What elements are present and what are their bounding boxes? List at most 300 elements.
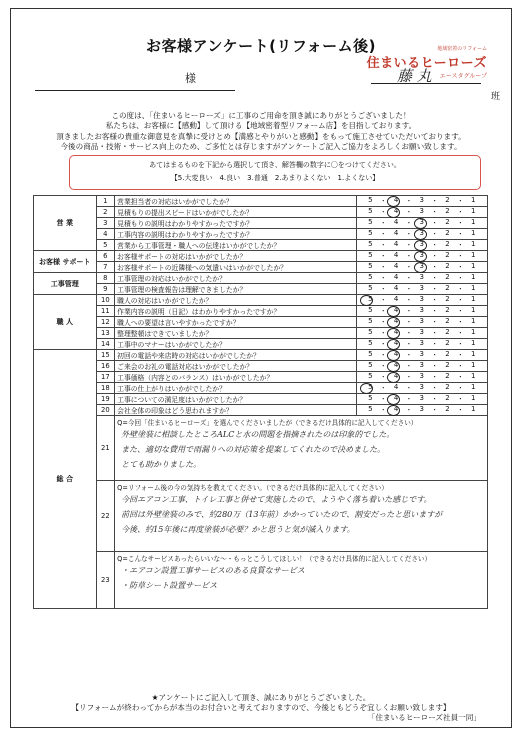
question-row	[34, 196, 488, 207]
rating-scale[interactable]	[356, 328, 487, 339]
selected-rating-circle	[387, 317, 400, 328]
handwritten-answer-line: ・防草シート設置サービス	[121, 581, 218, 590]
selected-rating-circle	[387, 394, 400, 405]
scale-label: ・	[456, 263, 464, 271]
question-text: 工事内容の説明はわかりやすかったですか？	[115, 229, 356, 240]
scale-label: 4	[393, 251, 399, 259]
handwritten-answer-line: 今回エアコン工事、トイレ工事と併せて実施したので、ようやく落ち着いた感じです。	[121, 495, 432, 504]
scale-label: 3	[419, 251, 424, 259]
scale-label: 1	[470, 262, 476, 270]
scale-label: 4	[393, 405, 399, 413]
scale-label: 2	[445, 394, 450, 402]
question-number: 6	[96, 251, 115, 262]
scale-label: 1	[470, 317, 476, 325]
scale-label: 3	[419, 207, 424, 215]
scale-label: ・	[405, 285, 413, 293]
logo-group: エースタグループ	[439, 73, 487, 80]
question-number: 3	[96, 218, 115, 229]
question-row	[34, 218, 488, 229]
scale-label: ・	[379, 252, 387, 260]
rating-scale[interactable]	[356, 207, 487, 218]
question-number: 16	[96, 361, 115, 372]
scale-labels	[359, 383, 485, 393]
scale-label: ・	[405, 197, 413, 205]
scale-label: 5	[368, 295, 373, 303]
customer-suffix: 様	[185, 72, 196, 85]
scale-label: 2	[445, 207, 450, 215]
question-text: 見積もりの提出スピードはいかがでしたか？	[115, 207, 356, 218]
scale-label: 4	[393, 328, 399, 336]
scale-label: ・	[405, 340, 413, 348]
scale-label: ・	[379, 208, 387, 216]
question-row	[34, 306, 488, 317]
question-text: 営業担当者の対応はいかがでしたか？	[115, 196, 356, 207]
scale-label: ・	[379, 230, 387, 238]
scale-label: ・	[456, 285, 464, 293]
selected-rating-circle	[360, 295, 373, 306]
open-question-row	[34, 552, 488, 609]
rating-scale[interactable]	[356, 383, 487, 394]
scale-label: 1	[470, 383, 476, 391]
scale-label: 5	[368, 372, 373, 380]
question-row	[34, 350, 488, 361]
scale-label: ・	[405, 329, 413, 337]
scale-label: 4	[393, 295, 399, 303]
category-label: 営 業	[34, 196, 97, 251]
scale-label: ・	[379, 197, 387, 205]
scale-labels	[359, 361, 485, 371]
question-number: 2	[96, 207, 115, 218]
scale-label: 4	[393, 218, 399, 226]
question-row	[34, 339, 488, 350]
scale-label: ・	[379, 362, 387, 370]
staff-signature: 藤 丸	[397, 67, 432, 85]
scale-label: ・	[431, 373, 439, 381]
rating-scale[interactable]	[356, 251, 487, 262]
scale-label: 2	[445, 218, 450, 226]
scale-label: ・	[431, 384, 439, 392]
scale-label: ・	[456, 318, 464, 326]
scale-label: ・	[379, 329, 387, 337]
scale-label: ・	[456, 329, 464, 337]
scale-labels	[359, 328, 485, 338]
question-row	[34, 284, 488, 295]
scale-label: 4	[393, 273, 399, 281]
scale-label: 3	[419, 273, 424, 281]
scale-label: 1	[470, 339, 476, 347]
scale-label: ・	[379, 340, 387, 348]
scale-label: 4	[393, 350, 399, 358]
intro-line: 私たちは、お客様に【感動】して頂ける【地域密着型リフォーム店】を目指しております。	[105, 121, 417, 131]
scale-label: ・	[379, 296, 387, 304]
scale-label: 2	[445, 383, 450, 391]
scale-label: 1	[470, 207, 476, 215]
question-text: 初回の電話や来店時の対応はいかがでしたか？	[115, 350, 356, 361]
scale-label: 4	[393, 229, 399, 237]
survey-table	[33, 195, 488, 609]
selected-rating-circle	[387, 339, 400, 350]
rating-scale[interactable]	[356, 273, 487, 284]
selected-rating-circle	[387, 328, 400, 339]
scale-label: 1	[470, 350, 476, 358]
scale-label: ・	[405, 395, 413, 403]
question-row	[34, 372, 488, 383]
scale-labels	[359, 306, 485, 316]
scale-label: 2	[445, 372, 450, 380]
rating-scale[interactable]	[356, 295, 487, 306]
scale-labels	[359, 350, 485, 360]
scale-label: 3	[419, 196, 424, 204]
scale-label: 2	[445, 251, 450, 259]
selected-rating-circle	[387, 372, 400, 383]
scale-label: ・	[431, 230, 439, 238]
scale-label: ・	[379, 274, 387, 282]
scale-labels	[359, 207, 485, 217]
question-number: 20	[96, 405, 115, 416]
scale-label: ・	[456, 373, 464, 381]
question-row	[34, 405, 488, 416]
scale-label: ・	[456, 351, 464, 359]
scale-label: 1	[470, 284, 476, 292]
scale-label: 2	[445, 273, 450, 281]
scale-labels	[359, 196, 485, 206]
logo-name: 住まいるヒーローズ	[366, 56, 487, 71]
scale-label: ・	[405, 384, 413, 392]
rating-scale[interactable]	[356, 405, 487, 416]
question-text: お客様サポートの対応はいかがでしたか？	[115, 251, 356, 262]
scale-label: ・	[431, 274, 439, 282]
question-number: 23	[96, 552, 115, 609]
question-text: 工事についての満足度はいかがでしたか？	[115, 394, 356, 405]
scale-label: ・	[405, 274, 413, 282]
customer-name-field[interactable]	[35, 75, 235, 91]
question-row	[34, 383, 488, 394]
question-number: 22	[96, 481, 115, 552]
scale-label: ・	[379, 307, 387, 315]
scale-label: ・	[456, 395, 464, 403]
scale-label: ・	[379, 219, 387, 227]
scale-labels	[359, 394, 485, 404]
scale-label: ・	[431, 285, 439, 293]
scale-label: ・	[431, 197, 439, 205]
question-row	[34, 361, 488, 372]
scale-label: ・	[431, 351, 439, 359]
scale-label: 5	[368, 383, 373, 391]
scale-label: ・	[379, 384, 387, 392]
scale-label: 4	[393, 207, 399, 215]
scale-label: 3	[419, 317, 424, 325]
open-answer-cell[interactable]	[115, 552, 488, 609]
scale-label: 3	[419, 383, 424, 391]
question-number: 1	[96, 196, 115, 207]
question-number: 18	[96, 383, 115, 394]
scale-label: 3	[419, 405, 424, 413]
scale-label: 2	[445, 317, 450, 325]
footer-thanks: ★アンケートにご記入して頂き、誠にありがとうございました。	[151, 693, 371, 702]
question-row	[34, 328, 488, 339]
scale-label: ・	[431, 208, 439, 216]
scale-label: 3	[419, 284, 424, 292]
scale-label: 3	[419, 328, 424, 336]
scale-label: ・	[405, 373, 413, 381]
scale-label: ・	[405, 241, 413, 249]
scale-label: 2	[445, 306, 450, 314]
scale-label: ・	[405, 318, 413, 326]
page-title: お客様アンケート(リフォーム後)	[145, 37, 377, 55]
scale-label: ・	[456, 340, 464, 348]
open-question-prompt: Q=今回「住まいるヒーローズ」を選んでくださいましたが（できるだけ具体的に記入してください）	[117, 419, 418, 427]
scale-label: ・	[379, 241, 387, 249]
scale-label: ・	[405, 362, 413, 370]
category-label: お客様 サポート	[34, 251, 97, 273]
scale-label: ・	[456, 230, 464, 238]
category-label: 職 人	[34, 295, 97, 350]
scale-label: ・	[431, 296, 439, 304]
rating-scale[interactable]	[356, 394, 487, 405]
scale-label: ・	[405, 406, 413, 414]
scale-labels	[359, 284, 485, 294]
scale-label: 5	[368, 328, 373, 336]
scale-label: 4	[393, 306, 399, 314]
scale-label: ・	[431, 252, 439, 260]
scale-label: 5	[368, 306, 373, 314]
scale-label: 1	[470, 306, 476, 314]
footer	[11, 693, 511, 723]
scale-label: 1	[470, 328, 476, 336]
scale-label: 5	[368, 405, 373, 413]
scale-label: 3	[419, 339, 424, 347]
scale-label: ・	[456, 307, 464, 315]
rating-scale[interactable]	[356, 229, 487, 240]
handwritten-answer-line: 外壁塗装に相談したところALCと水の問題を指摘されたのは印象的でした。	[121, 430, 395, 439]
scale-label: ・	[431, 329, 439, 337]
question-row	[34, 295, 488, 306]
handwritten-answer-line: 今後、約15年後に再度塗装が必要？かと思うと気が滅入ります。	[121, 525, 355, 534]
question-number: 13	[96, 328, 115, 339]
scale-label: 2	[445, 240, 450, 248]
handwritten-answer-line: また、適切な費用で雨漏りへの対応策を提案してくれたので決めました。	[121, 445, 386, 454]
scale-labels	[359, 295, 485, 305]
scale-label: 1	[470, 218, 476, 226]
scale-label: ・	[405, 230, 413, 238]
scale-labels	[359, 273, 485, 283]
question-text: 工事中のマナーはいかがでしたか？	[115, 339, 356, 350]
selected-rating-circle	[360, 383, 373, 394]
scale-labels	[359, 405, 485, 415]
scale-label: 5	[368, 207, 373, 215]
intro-line: この度は、「住まいるヒーローズ」に工事のご用命を頂き誠にありがとうございました！	[111, 111, 411, 120]
scale-label: 5	[368, 284, 373, 292]
scale-label: ・	[456, 384, 464, 392]
question-text: 営業から工事管理・職人への伝達はいかがでしたか？	[115, 240, 356, 251]
scale-label: 1	[470, 405, 476, 413]
scale-labels	[359, 339, 485, 349]
scale-label: 5	[368, 350, 373, 358]
scale-label: 5	[368, 317, 373, 325]
question-number: 8	[96, 273, 115, 284]
rating-scale[interactable]	[356, 218, 487, 229]
scale-label: ・	[431, 219, 439, 227]
question-number: 4	[96, 229, 115, 240]
rating-scale[interactable]	[356, 262, 487, 273]
scale-label: 2	[445, 361, 450, 369]
question-text: お客様サポートの近隣様への気遣いはいかがでしたか？	[115, 262, 356, 273]
question-row	[34, 229, 488, 240]
scale-labels	[359, 372, 485, 382]
rating-scale[interactable]	[356, 350, 487, 361]
scale-label: 3	[419, 240, 424, 248]
scale-label: 1	[470, 295, 476, 303]
scale-label: 3	[419, 229, 424, 237]
question-text: 職人への要望は言いやすかったですか？	[115, 317, 356, 328]
scale-label: ・	[431, 307, 439, 315]
selected-rating-circle	[387, 207, 400, 218]
scale-label: ・	[456, 252, 464, 260]
scale-label: ・	[431, 395, 439, 403]
scale-label: ・	[456, 274, 464, 282]
scale-label: ・	[431, 263, 439, 271]
scale-label: ・	[456, 296, 464, 304]
question-number: 11	[96, 306, 115, 317]
scale-label: 4	[393, 394, 399, 402]
category-label: 総 合	[34, 350, 97, 609]
legend-instruction: あてはまるものを下記から選択して頂き、解答欄の数字に〇をつけてください。	[149, 161, 401, 169]
handwritten-answer-line: 前回は外壁塗装のみで、約280万（13年前）かかっていたので、割安だったと思いますが	[121, 510, 443, 519]
question-number: 9	[96, 284, 115, 295]
scale-label: ・	[379, 285, 387, 293]
scale-label: 2	[445, 284, 450, 292]
question-row	[34, 251, 488, 262]
rating-scale[interactable]	[356, 306, 487, 317]
intro-line: 今後の商品・技術・サービス向上のため、ご多忙とは存じますがアンケートご記入ご協力をよろしくお願い致します。	[60, 142, 462, 152]
scale-label: ・	[405, 219, 413, 227]
scale-label: ・	[431, 340, 439, 348]
open-question-row	[34, 416, 488, 481]
question-row	[34, 273, 488, 284]
selected-rating-circle	[387, 405, 400, 416]
scale-label: ・	[379, 406, 387, 414]
scale-label: 4	[393, 372, 399, 380]
scale-label: ・	[456, 219, 464, 227]
scale-label: 5	[368, 196, 373, 204]
staff-line	[371, 83, 481, 84]
intro-line: 頂きましたお客様の貴重な御意見を真摯に受けとめ【満感とやりがいと感動】をもって施工させていただいております。	[56, 131, 466, 141]
open-answer-cell[interactable]	[115, 481, 488, 552]
scale-labels	[359, 317, 485, 327]
question-number: 19	[96, 394, 115, 405]
open-question-prompt: Q=リフォーム後の今の気持ちを教えてください。（できるだけ具体的に記入してください）	[117, 484, 388, 492]
scale-label: ・	[379, 318, 387, 326]
scale-label: 3	[419, 394, 424, 402]
scale-label: 5	[368, 251, 373, 259]
scale-label: 1	[470, 273, 476, 281]
staff-unit: 班	[491, 92, 501, 102]
open-answer-cell[interactable]	[115, 416, 488, 481]
scale-label: 3	[419, 372, 424, 380]
scale-label: 3	[419, 361, 424, 369]
scale-label: ・	[379, 351, 387, 359]
question-text: 工事価格（内容とのバランス）はいかがでしたか？	[115, 372, 356, 383]
scale-label: 3	[419, 218, 424, 226]
survey-document	[10, 8, 512, 728]
scale-label: 2	[445, 328, 450, 336]
scale-label: ・	[431, 318, 439, 326]
scale-label: ・	[456, 406, 464, 414]
selected-rating-circle	[387, 361, 400, 372]
scale-label: 1	[470, 394, 476, 402]
footer-signoff: 「住まいるヒーローズ社員一同」	[367, 713, 481, 722]
scale-label: 2	[445, 339, 450, 347]
scale-label: 5	[368, 262, 373, 270]
scale-label: 4	[393, 284, 399, 292]
selected-rating-circle	[387, 306, 400, 317]
question-text: 工事の仕上がりはいかがでしたか？	[115, 383, 356, 394]
question-number: 7	[96, 262, 115, 273]
scale-label: ・	[405, 307, 413, 315]
scale-label: 4	[393, 317, 399, 325]
scale-label: ・	[431, 406, 439, 414]
scale-label: ・	[379, 373, 387, 381]
scale-label: 5	[368, 339, 373, 347]
category-label: 工事管理	[34, 273, 97, 295]
selected-rating-circle	[387, 350, 400, 361]
scale-label: 2	[445, 295, 450, 303]
scale-label: 1	[470, 229, 476, 237]
question-text: 見積もりの説明はわかりやすかったですか？	[115, 218, 356, 229]
legend-scale: 【5.大変良い 4.良い 3.普通 2.あまりよくない 1.よくない】	[170, 174, 380, 182]
scale-label: 1	[470, 361, 476, 369]
rating-scale[interactable]	[356, 372, 487, 383]
scale-label: 1	[470, 240, 476, 248]
scale-label: 4	[393, 240, 399, 248]
scale-label: 3	[419, 262, 424, 270]
question-text: 作業内容の説明（日記）はわかりやすかったですか？	[115, 306, 356, 317]
rating-scale[interactable]	[356, 339, 487, 350]
question-row	[34, 240, 488, 251]
scale-label: ・	[456, 197, 464, 205]
rating-scale[interactable]	[356, 284, 487, 295]
scale-label: 5	[368, 240, 373, 248]
scale-label: 5	[368, 394, 373, 402]
scale-label: 4	[393, 361, 399, 369]
question-number: 5	[96, 240, 115, 251]
scale-label: ・	[405, 252, 413, 260]
rating-scale[interactable]	[356, 196, 487, 207]
question-number: 14	[96, 339, 115, 350]
scale-label: 3	[419, 306, 424, 314]
scale-label: 2	[445, 229, 450, 237]
footer-message: 【リフォームが終わってからが本当のお付合いと考えておりますので、今後ともどうぞ宜しくお願い致します】	[71, 703, 451, 712]
handwritten-answer-line: ・エアコン設置工事サービスのある良質なサービス	[121, 566, 305, 575]
rating-scale[interactable]	[356, 240, 487, 251]
rating-scale[interactable]	[356, 361, 487, 372]
scale-label: ・	[431, 241, 439, 249]
scale-label: 2	[445, 262, 450, 270]
scale-label: 4	[393, 339, 399, 347]
rating-scale[interactable]	[356, 317, 487, 328]
question-text: 会社全体の印象はどう思われますか？	[115, 405, 356, 416]
question-row	[34, 317, 488, 328]
question-number: 12	[96, 317, 115, 328]
scale-label: ・	[379, 263, 387, 271]
scale-label: 3	[419, 350, 424, 358]
scale-label: ・	[405, 208, 413, 216]
open-question-row	[34, 481, 488, 552]
scale-label: 1	[470, 196, 476, 204]
open-question-prompt: Q=こんなサービスあったらいいな～・もっとこうしてほしい！（できるだけ具体的に記入してください）	[117, 555, 432, 563]
scale-label: ・	[456, 362, 464, 370]
question-row	[34, 262, 488, 273]
